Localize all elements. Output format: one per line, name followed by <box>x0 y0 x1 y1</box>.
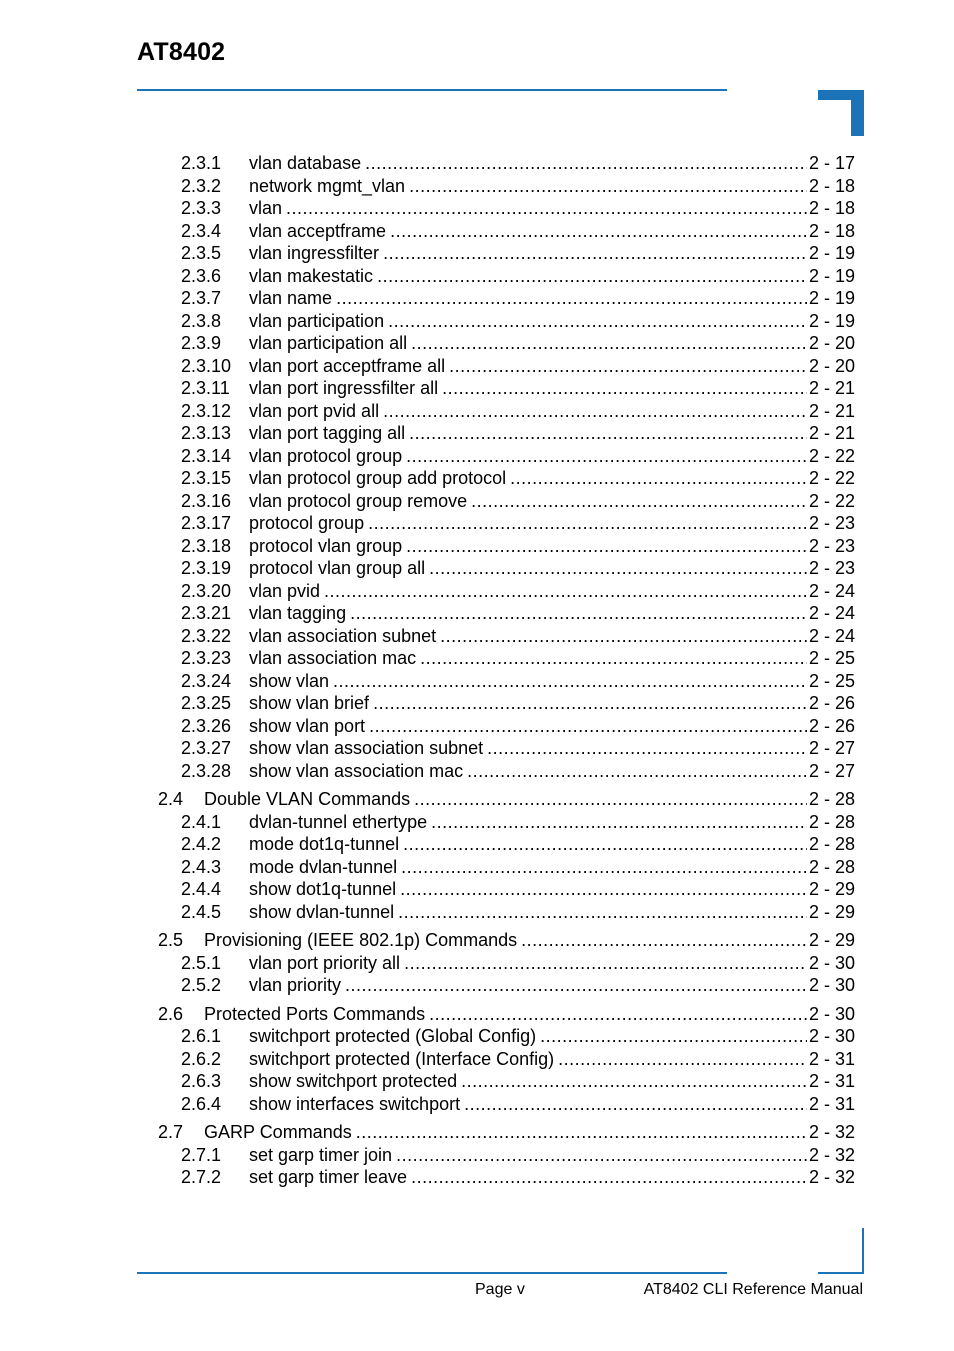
toc-dot-leader <box>440 625 807 647</box>
toc-entry-number: 2.3.10 <box>181 355 232 376</box>
toc-entry-title: set garp timer join <box>249 1144 393 1165</box>
toc-entry-number: 2.3.25 <box>181 693 232 713</box>
toc-entry-title: show vlan <box>249 670 330 691</box>
toc-entry-page: 2 - 25 <box>808 648 855 668</box>
toc-entry-page: 2 - 19 <box>808 243 855 263</box>
toc-entry-title: vlan port pvid all <box>249 400 380 421</box>
toc-entry-title: vlan port acceptframe all <box>249 355 446 376</box>
toc-entry-page: 2 - 20 <box>808 333 855 353</box>
toc-subsection-entry[interactable] <box>181 647 855 669</box>
toc-entry-number: 2.3.6 <box>181 265 222 286</box>
toc-entry-page: 2 - 18 <box>808 175 855 196</box>
toc-subsection-entry[interactable] <box>181 974 855 996</box>
toc-entry-number: 2.3.18 <box>181 535 232 556</box>
toc-entry-page: 2 - 19 <box>808 265 855 286</box>
toc-dot-leader <box>333 670 807 692</box>
toc-dot-leader <box>365 152 807 174</box>
toc-subsection-entry[interactable] <box>181 197 855 219</box>
toc-entry-title: vlan tagging <box>249 603 347 623</box>
toc-entry-page: 2 - 18 <box>808 220 855 241</box>
toc-dot-leader <box>373 692 807 714</box>
toc-entry-title: vlan acceptframe <box>249 220 387 241</box>
toc-entry-number: 2.3.9 <box>181 333 222 353</box>
toc-subsection-entry[interactable] <box>181 737 855 759</box>
toc-entry-page: 2 - 22 <box>808 490 855 511</box>
toc-entry-title: show dvlan-tunnel <box>249 901 395 922</box>
toc-dot-leader <box>471 490 807 512</box>
toc-dot-leader <box>401 856 807 878</box>
footer-corner-bar <box>818 1272 864 1274</box>
toc-entry-page: 2 - 24 <box>808 580 855 601</box>
toc-entry-page: 2 - 27 <box>808 760 855 781</box>
toc-entry-page: 2 - 23 <box>808 535 855 556</box>
toc-entry-title: mode dvlan-tunnel <box>249 856 398 877</box>
toc-entry-page: 2 - 24 <box>808 603 855 623</box>
toc-entry-number: 2.3.5 <box>181 243 222 263</box>
toc-entry-page: 2 - 25 <box>808 670 855 691</box>
toc-entry-number: 2.5.2 <box>181 975 222 995</box>
toc-entry-title: vlan database <box>249 153 362 173</box>
toc-subsection-entry[interactable] <box>181 377 855 399</box>
toc-dot-leader <box>467 760 807 782</box>
toc-entry-title: mode dot1q-tunnel <box>249 834 400 854</box>
toc-entry-number: 2.6.1 <box>181 1026 222 1046</box>
toc-entry-page: 2 - 32 <box>808 1167 855 1187</box>
toc-entry-number: 2.3.13 <box>181 423 232 443</box>
toc-entry-title: vlan protocol group remove <box>249 490 468 511</box>
toc-dot-leader <box>369 715 807 737</box>
toc-entry-title: show interfaces switchport <box>249 1093 461 1114</box>
toc-subsection-entry[interactable] <box>181 856 855 878</box>
toc-entry-title: vlan <box>249 198 283 218</box>
toc-entry-title: show dot1q-tunnel <box>249 879 397 899</box>
toc-subsection-entry[interactable] <box>181 557 855 579</box>
toc-section-entry[interactable] <box>158 1121 855 1143</box>
toc-subsection-entry[interactable] <box>181 580 855 602</box>
toc-entry-number: 2.6.2 <box>181 1048 222 1069</box>
toc-entry-page: 2 - 31 <box>808 1048 855 1069</box>
toc-dot-leader <box>409 422 807 444</box>
toc-dot-leader <box>390 220 807 242</box>
toc-entry-title: show switchport protected <box>249 1071 458 1091</box>
toc-entry-page: 2 - 23 <box>808 513 855 533</box>
corner-mark-vertical <box>851 90 864 136</box>
toc-entry-title: Double VLAN Commands <box>204 789 411 809</box>
toc-dot-leader <box>510 467 807 489</box>
toc-dot-leader <box>464 1093 807 1115</box>
footer-page-number: Page v <box>475 1281 525 1298</box>
toc-subsection-entry[interactable] <box>181 1144 855 1166</box>
toc-dot-leader <box>388 310 807 332</box>
toc-dot-leader <box>540 1025 807 1047</box>
toc-entry-number: 2.6.3 <box>181 1071 222 1091</box>
toc-entry-number: 2.3.15 <box>181 468 232 488</box>
toc-entry-title: dvlan-tunnel ethertype <box>249 811 428 832</box>
toc-dot-leader <box>404 952 807 974</box>
toc-entry-title: protocol group <box>249 513 365 533</box>
toc-subsection-entry[interactable] <box>181 310 855 332</box>
toc-subsection-entry[interactable] <box>181 625 855 647</box>
toc-dot-leader <box>383 400 807 422</box>
toc-entry-title: vlan ingressfilter <box>249 243 380 263</box>
toc-subsection-entry[interactable] <box>181 952 855 974</box>
toc-entry-title: protocol vlan group <box>249 535 403 556</box>
toc-entry-number: 2.3.20 <box>181 580 232 601</box>
toc-subsection-entry[interactable] <box>181 175 855 197</box>
toc-dot-leader <box>324 580 807 602</box>
toc-entry-number: 2.3.12 <box>181 400 232 421</box>
toc-dot-leader <box>356 1121 807 1143</box>
toc-subsection-entry[interactable] <box>181 332 855 354</box>
toc-entry-page: 2 - 31 <box>808 1093 855 1114</box>
toc-entry-title: network mgmt_vlan <box>249 175 406 196</box>
toc-entry-page: 2 - 32 <box>808 1122 855 1142</box>
header-rule <box>137 89 727 91</box>
toc-entry-title: show vlan association mac <box>249 760 464 781</box>
toc-entry-title: show vlan association subnet <box>249 738 484 758</box>
toc-dot-leader <box>286 197 807 219</box>
toc-entry-title: set garp timer leave <box>249 1167 408 1187</box>
toc-subsection-entry[interactable] <box>181 512 855 534</box>
toc-dot-leader <box>420 647 807 669</box>
toc-subsection-entry[interactable] <box>181 670 855 692</box>
toc-dot-leader <box>396 1144 807 1166</box>
toc-entry-title: vlan participation <box>249 310 385 331</box>
toc-entry-title: vlan priority <box>249 975 342 995</box>
toc-subsection-entry[interactable] <box>181 490 855 512</box>
toc-entry-number: 2.3.14 <box>181 445 232 466</box>
toc-entry-number: 2.3.24 <box>181 670 232 691</box>
toc-entry-page: 2 - 28 <box>808 834 855 854</box>
footer-rule <box>137 1272 727 1274</box>
toc-entry-page: 2 - 28 <box>808 856 855 877</box>
toc-entry-page: 2 - 26 <box>808 715 855 736</box>
toc-entry-page: 2 - 30 <box>808 1026 855 1046</box>
toc-entry-title: show vlan brief <box>249 693 370 713</box>
toc-subsection-entry[interactable] <box>181 602 855 624</box>
toc-section-entry[interactable] <box>158 788 855 810</box>
toc-entry-number: 2.4 <box>158 789 184 809</box>
toc-dot-leader <box>429 557 807 579</box>
toc-dot-leader <box>345 974 807 996</box>
document-title: AT8402 <box>137 38 226 66</box>
toc-entry-number: 2.4.5 <box>181 901 222 922</box>
toc-entry-number: 2.3.17 <box>181 513 232 533</box>
toc-entry-page: 2 - 17 <box>808 153 855 173</box>
toc-subsection-entry[interactable] <box>181 535 855 557</box>
toc-entry-number: 2.3.11 <box>181 378 230 398</box>
toc-entry-title: GARP Commands <box>204 1122 352 1142</box>
toc-entry-title: vlan association subnet <box>249 625 437 646</box>
toc-entry-number: 2.3.2 <box>181 175 222 196</box>
toc-entry-page: 2 - 31 <box>808 1071 855 1091</box>
toc-entry-title: vlan pvid <box>249 580 321 601</box>
toc-subsection-entry[interactable] <box>181 760 855 782</box>
toc-entry-title: vlan makestatic <box>249 265 374 286</box>
toc-subsection-entry[interactable] <box>181 422 855 444</box>
toc-subsection-entry[interactable] <box>181 901 855 923</box>
toc-entry-page: 2 - 19 <box>808 288 855 308</box>
toc-entry-number: 2.5.1 <box>181 952 222 973</box>
toc-subsection-entry[interactable] <box>181 400 855 422</box>
toc-entry-number: 2.3.21 <box>181 603 232 623</box>
toc-entry-page: 2 - 28 <box>808 811 855 832</box>
toc-subsection-entry[interactable] <box>181 878 855 900</box>
toc-entry-title: vlan name <box>249 288 333 308</box>
toc-entry-number: 2.5 <box>158 930 184 950</box>
toc-entry-number: 2.3.19 <box>181 558 232 578</box>
toc-subsection-entry[interactable] <box>181 445 855 467</box>
toc-section-entry[interactable] <box>158 929 855 951</box>
toc-subsection-entry[interactable] <box>181 220 855 242</box>
toc-dot-leader <box>400 878 807 900</box>
toc-entry-title: vlan participation all <box>249 333 408 353</box>
toc-entry-number: 2.3.22 <box>181 625 232 646</box>
toc-entry-page: 2 - 22 <box>808 468 855 488</box>
toc-dot-leader <box>398 901 807 923</box>
toc-entry-number: 2.6 <box>158 1003 184 1024</box>
toc-entry-number: 2.4.1 <box>181 811 222 832</box>
toc-dot-leader <box>377 265 807 287</box>
toc-subsection-entry[interactable] <box>181 811 855 833</box>
toc-entry-number: 2.4.2 <box>181 834 222 854</box>
toc-subsection-entry[interactable] <box>181 242 855 264</box>
toc-entry-page: 2 - 28 <box>808 789 855 809</box>
toc-dot-leader <box>350 602 807 624</box>
toc-subsection-entry[interactable] <box>181 287 855 309</box>
toc-entry-number: 2.7.1 <box>181 1144 222 1165</box>
toc-entry-number: 2.3.26 <box>181 715 232 736</box>
toc-entry-title: vlan port ingressfilter all <box>249 378 439 398</box>
toc-dot-leader <box>406 535 807 557</box>
toc-dot-leader <box>403 833 807 855</box>
toc-dot-leader <box>383 242 807 264</box>
toc-entry-number: 2.3.1 <box>181 153 222 173</box>
toc-entry-number: 2.3.4 <box>181 220 222 241</box>
toc-entry-page: 2 - 29 <box>808 930 855 950</box>
footer-corner-line <box>862 1228 864 1274</box>
toc-entry-page: 2 - 21 <box>808 423 855 443</box>
toc-subsection-entry[interactable] <box>181 715 855 737</box>
toc-subsection-entry[interactable] <box>181 1048 855 1070</box>
toc-entry-number: 2.3.8 <box>181 310 222 331</box>
toc-entry-number: 2.3.16 <box>181 490 232 511</box>
toc-section-entry[interactable] <box>158 1003 855 1025</box>
toc-entry-number: 2.4.3 <box>181 856 222 877</box>
toc-dot-leader <box>368 512 807 534</box>
toc-dot-leader <box>449 355 807 377</box>
toc-dot-leader <box>414 788 807 810</box>
toc-subsection-entry[interactable] <box>181 833 855 855</box>
toc-entry-number: 2.3.3 <box>181 198 222 218</box>
toc-entry-page: 2 - 30 <box>808 952 855 973</box>
toc-entry-page: 2 - 22 <box>808 445 855 466</box>
toc-dot-leader <box>461 1070 807 1092</box>
toc-subsection-entry[interactable] <box>181 355 855 377</box>
toc-entry-number: 2.3.7 <box>181 288 222 308</box>
toc-entry-number: 2.3.27 <box>181 738 232 758</box>
toc-entry-page: 2 - 29 <box>808 879 855 899</box>
toc-subsection-entry[interactable] <box>181 265 855 287</box>
toc-dot-leader <box>431 811 807 833</box>
toc-entry-number: 2.4.4 <box>181 879 222 899</box>
toc-entry-title: switchport protected (Global Config) <box>249 1026 537 1046</box>
toc-subsection-entry[interactable] <box>181 1070 855 1092</box>
toc-entry-title: protocol vlan group all <box>249 558 426 578</box>
toc-dot-leader <box>442 377 807 399</box>
toc-entry-page: 2 - 32 <box>808 1144 855 1165</box>
toc-entry-number: 2.3.23 <box>181 648 232 668</box>
toc-entry-title: vlan protocol group add protocol <box>249 468 507 488</box>
toc-dot-leader <box>406 445 807 467</box>
toc-entry-title: Protected Ports Commands <box>204 1003 426 1024</box>
toc-dot-leader <box>429 1003 807 1025</box>
toc-dot-leader <box>409 175 807 197</box>
toc-entry-title: vlan association mac <box>249 648 417 668</box>
toc-entry-number: 2.7.2 <box>181 1167 222 1187</box>
toc-entry-page: 2 - 23 <box>808 558 855 578</box>
toc-entry-page: 2 - 19 <box>808 310 855 331</box>
toc-dot-leader <box>487 737 807 759</box>
toc-entry-number: 2.7 <box>158 1122 184 1142</box>
toc-entry-page: 2 - 21 <box>808 400 855 421</box>
toc-subsection-entry[interactable] <box>181 1093 855 1115</box>
toc-entry-title: show vlan port <box>249 715 366 736</box>
toc-entry-page: 2 - 27 <box>808 738 855 758</box>
toc-entry-title: vlan port priority all <box>249 952 401 973</box>
toc-dot-leader <box>521 929 807 951</box>
toc-dot-leader <box>336 287 807 309</box>
toc-subsection-entry[interactable] <box>181 1166 855 1188</box>
toc-entry-number: 2.6.4 <box>181 1093 222 1114</box>
toc-entry-title: vlan port tagging all <box>249 423 406 443</box>
toc-entry-page: 2 - 21 <box>808 378 855 398</box>
toc-entry-page: 2 - 26 <box>808 693 855 713</box>
toc-subsection-entry[interactable] <box>181 1025 855 1047</box>
toc-dot-leader <box>558 1048 807 1070</box>
toc-entry-page: 2 - 18 <box>808 198 855 218</box>
toc-entry-title: switchport protected (Interface Config) <box>249 1048 555 1069</box>
toc-entry-page: 2 - 20 <box>808 355 855 376</box>
footer-manual-title: AT8402 CLI Reference Manual <box>643 1281 863 1298</box>
toc-entry-page: 2 - 30 <box>808 1003 855 1024</box>
toc-entry-page: 2 - 24 <box>808 625 855 646</box>
toc-dot-leader <box>411 1166 807 1188</box>
toc-entry-title: Provisioning (IEEE 802.1p) Commands <box>204 930 518 950</box>
toc-subsection-entry[interactable] <box>181 152 855 174</box>
toc-entry-page: 2 - 29 <box>808 901 855 922</box>
toc-entry-title: vlan protocol group <box>249 445 403 466</box>
toc-entry-number: 2.3.28 <box>181 760 232 781</box>
toc-subsection-entry[interactable] <box>181 467 855 489</box>
toc-dot-leader <box>411 332 807 354</box>
toc-entry-page: 2 - 30 <box>808 975 855 995</box>
toc-subsection-entry[interactable] <box>181 692 855 714</box>
